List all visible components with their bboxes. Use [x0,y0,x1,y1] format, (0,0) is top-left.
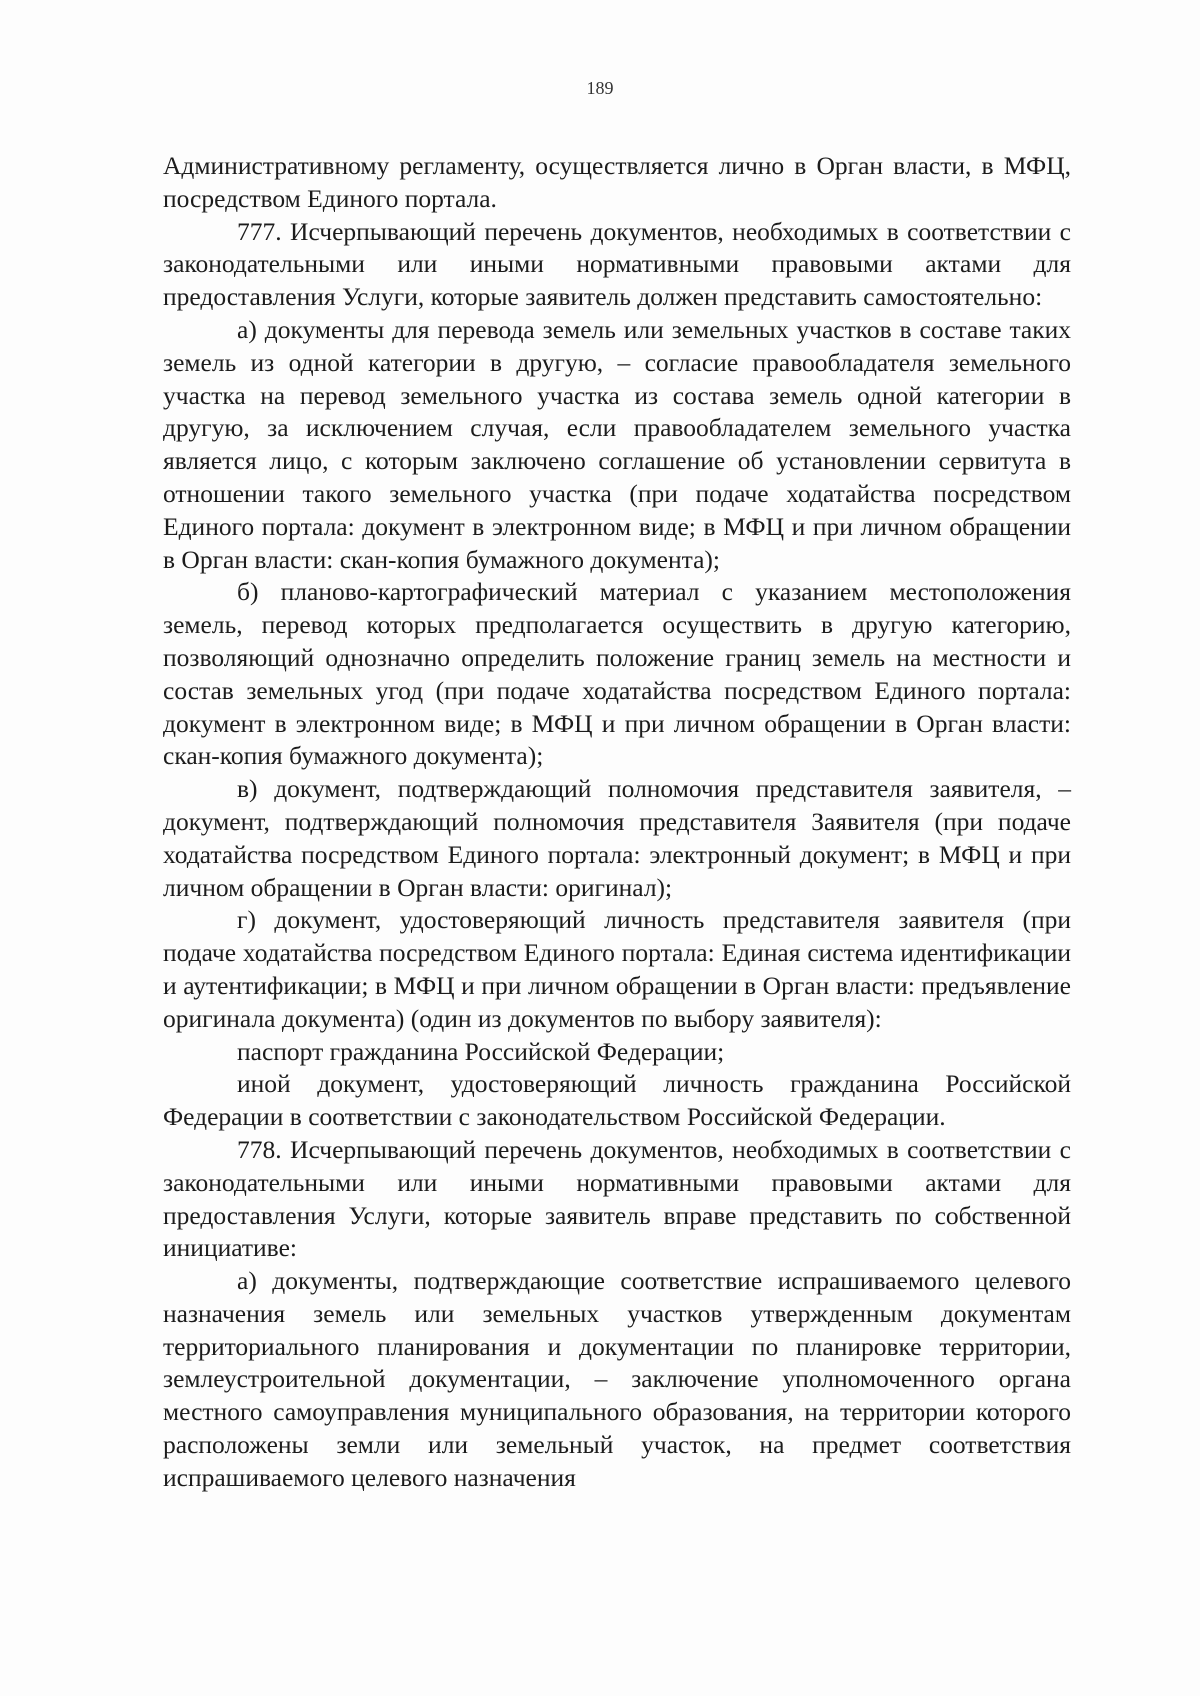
list-item-other-document: иной документ, удостоверяющий личность гражданина Российской Федерации в соответствии с законодательством Российской Федерации. [163,1069,1071,1132]
paragraph-continuation: Административному регламенту, осуществляется лично в Орган власти, в МФЦ, посредством Единого портала. [163,151,1071,213]
paragraph-778-a: а) документы, подтверждающие соответствие испрашиваемого целевого назначения земель или земельных участков утвержденным документам территориального планирования и документации по планировке территории, землеустроительной документации, – заключение уполномоченного органа местного самоуправления муниципального образования, на территории которого расположены земли или земельный участок, на предмет соответствия испрашиваемого целевого назначения [163,1266,1071,1492]
list-item-passport: паспорт гражданина Российской Федерации; [237,1036,725,1066]
paragraph-777-v: в) документ, подтверждающий полномочия представителя заявителя, – документ, подтверждающий полномочия представителя Заявителя (при подаче ходатайства посредством Единого портала: электронный документ; в МФЦ и при личном обращении в Орган власти: оригинал); [163,774,1071,902]
document-body [163,150,1071,1495]
paragraph-777: 777. Исчерпывающий перечень документов, необходимых в соответствии с законодательными или иными нормативными правовыми актами для предоставления Услуги, которые заявитель должен представить самостоятельно: [163,216,1071,312]
page-number: 189 [586,78,614,98]
paragraph-778: 778. Исчерпывающий перечень документов, необходимых в соответствии с законодательными или иными нормативными правовыми актами для предоставления Услуги, которые заявитель вправе представить по собственной инициативе: [163,1134,1071,1263]
paragraph-777-a: а) документы для перевода земель или земельных участков в составе таких земель из одной категории в другую, – согласие правообладателя земельного участка на перевод земельного участка из состава земель одной категории в другую, за исключением случая, если правообладателем земельного участка является лицо, с которым заключено соглашение об установлении сервитута в отношении такого земельного участка (при подаче ходатайства посредством Единого портала: документ в электронном виде; в МФЦ и при личном обращении в Орган власти: скан-копия бумажного документа); [163,314,1071,574]
paragraph-777-b: б) планово-картографический материал с указанием местоположения земель, перевод которых предполагается осуществить в другую категорию, позволяющий однозначно определить положение границ земель на местности и состав земельных угод (при подаче ходатайства посредством Единого портала: документ в электронном виде; в МФЦ и при личном обращении в Орган власти: скан-копия бумажного документа); [163,577,1071,771]
paragraph-777-g: г) документ, удостоверяющий личность представителя заявителя (при подаче ходатайства посредством Единого портала: Единая система идентификации и аутентификации; в МФЦ и при личном обращении в Орган власти: предъявление оригинала документа) (один из документов по выбору заявителя): [163,905,1071,1033]
